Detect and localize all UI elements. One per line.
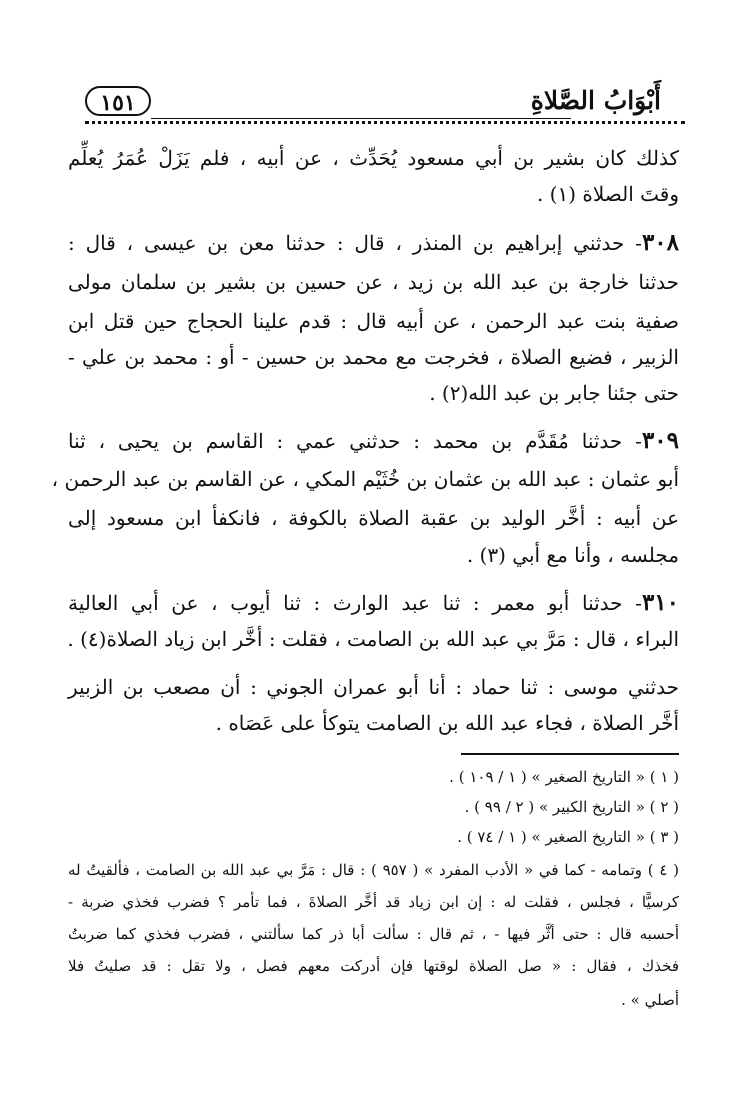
body-line: أخَّر الصلاة ، فجاء عبد الله بن الصامت يتوكأ على عَصَاه . (215, 711, 679, 735)
footnote-3: ( ٣ ) « التاريخ الصغير » ( ١ / ٧٤ ) . (457, 828, 679, 846)
hadith-number: ٣١٠ (641, 589, 679, 616)
body-line: صفية بنت عبد الرحمن ، عن أبيه قال : قدم علينا الحجاج حين قتل ابن (68, 309, 679, 333)
page-number: ١٥١ (85, 86, 151, 116)
hadith-text: - حدثنا أبو معمر : ثنا عبد الوارث : ثنا أيوب ، عن أبي العالية (68, 591, 642, 615)
footnote-4-line: فخذك ، فقال : « صل الصلاة لوقتها فإن أدركت معهم فصل ، ولا تقل : قد صليتُ فلا (68, 957, 679, 975)
body-line: أبو عثمان : عبد الله بن عثمان بن خُثَيْم المكي ، عن القاسم بن عبد الرحمن ، (51, 467, 679, 491)
body-line: وقتَ الصلاة (١) . (536, 182, 679, 206)
body-line: البراء ، قال : مَرَّ بي عبد الله بن الصامت ، فقلت : أخَّر ابن زياد الصلاة(٤) . (67, 627, 679, 651)
hadith-310-line (68, 590, 679, 616)
body-line: حدثنا خارجة بن عبد الله بن زيد ، عن حسين بن بشير بن سلمان مولى (68, 270, 679, 294)
footnote-separator (461, 753, 679, 755)
body-line: حتى جئنا جابر بن عبد الله(٢) . (429, 381, 679, 405)
footnote-2: ( ٢ ) « التاريخ الكبير » ( ٢ / ٩٩ ) . (464, 798, 679, 816)
hadith-number: ٣٠٨ (641, 229, 679, 256)
body-line: مجلسه ، وأنا مع أبي (٣) . (466, 543, 679, 567)
footnote-4-line: أصلي » . (621, 991, 679, 1009)
footnote-4-line: كرسيًّا ، فجلس ، فقلت له : إن ابن زياد قد أخَّر الصلاةَ ، فما تأمر ؟ فضرب فخذي ضربة - (68, 893, 679, 911)
hadith-text: - حدثني إبراهيم بن المنذر ، قال : حدثنا معن بن عيسى ، قال : (68, 231, 642, 255)
body-line: الزبير ، فضيع الصلاة ، فخرجت مع محمد بن حسين - أو : محمد بن علي - (68, 345, 679, 369)
footnote-1: ( ١ ) « التاريخ الصغير » ( ١ / ١٠٩ ) . (449, 768, 679, 786)
hadith-text: - حدثنا مُقَدَّم بن محمد : حدثني عمي : القاسم بن يحيى ، ثنا (68, 429, 642, 453)
header-rule (151, 118, 571, 119)
body-line: كذلك كان بشير بن أبي مسعود يُحَدِّث ، عن أبيه ، فلم يَزَلْ عُمَرُ يُعلِّم (68, 146, 679, 170)
body-line: عن أبيه : أخَّر الوليد بن عقبة الصلاة بالكوفة ، فانكفأ ابن مسعود إلى (68, 506, 679, 530)
body-line: حدثني موسى : ثنا حماد : أنا أبو عمران الجوني : أن مصعب بن الزبير (68, 675, 679, 699)
footnote-4-line: أحسبه قال : حتى أثَّر فيها - ، ثم قال : سألت أبا ذر كما سألتني ، فضرب فخذي كما ضربتُ (68, 925, 679, 943)
hadith-308-line (68, 230, 679, 256)
hadith-309-line (68, 428, 679, 454)
footnote-4-line: ( ٤ ) وتمامه - كما في « الأدب المفرد » ( ٩٥٧ ) : قال : مَرَّ بي عبد الله بن الصامت ، فألقيتُ له (68, 861, 679, 879)
chapter-title: أَبْوَابُ الصَّلاةِ (530, 86, 661, 115)
hadith-number: ٣٠٩ (641, 427, 679, 454)
header-dotted-rule (85, 121, 685, 124)
